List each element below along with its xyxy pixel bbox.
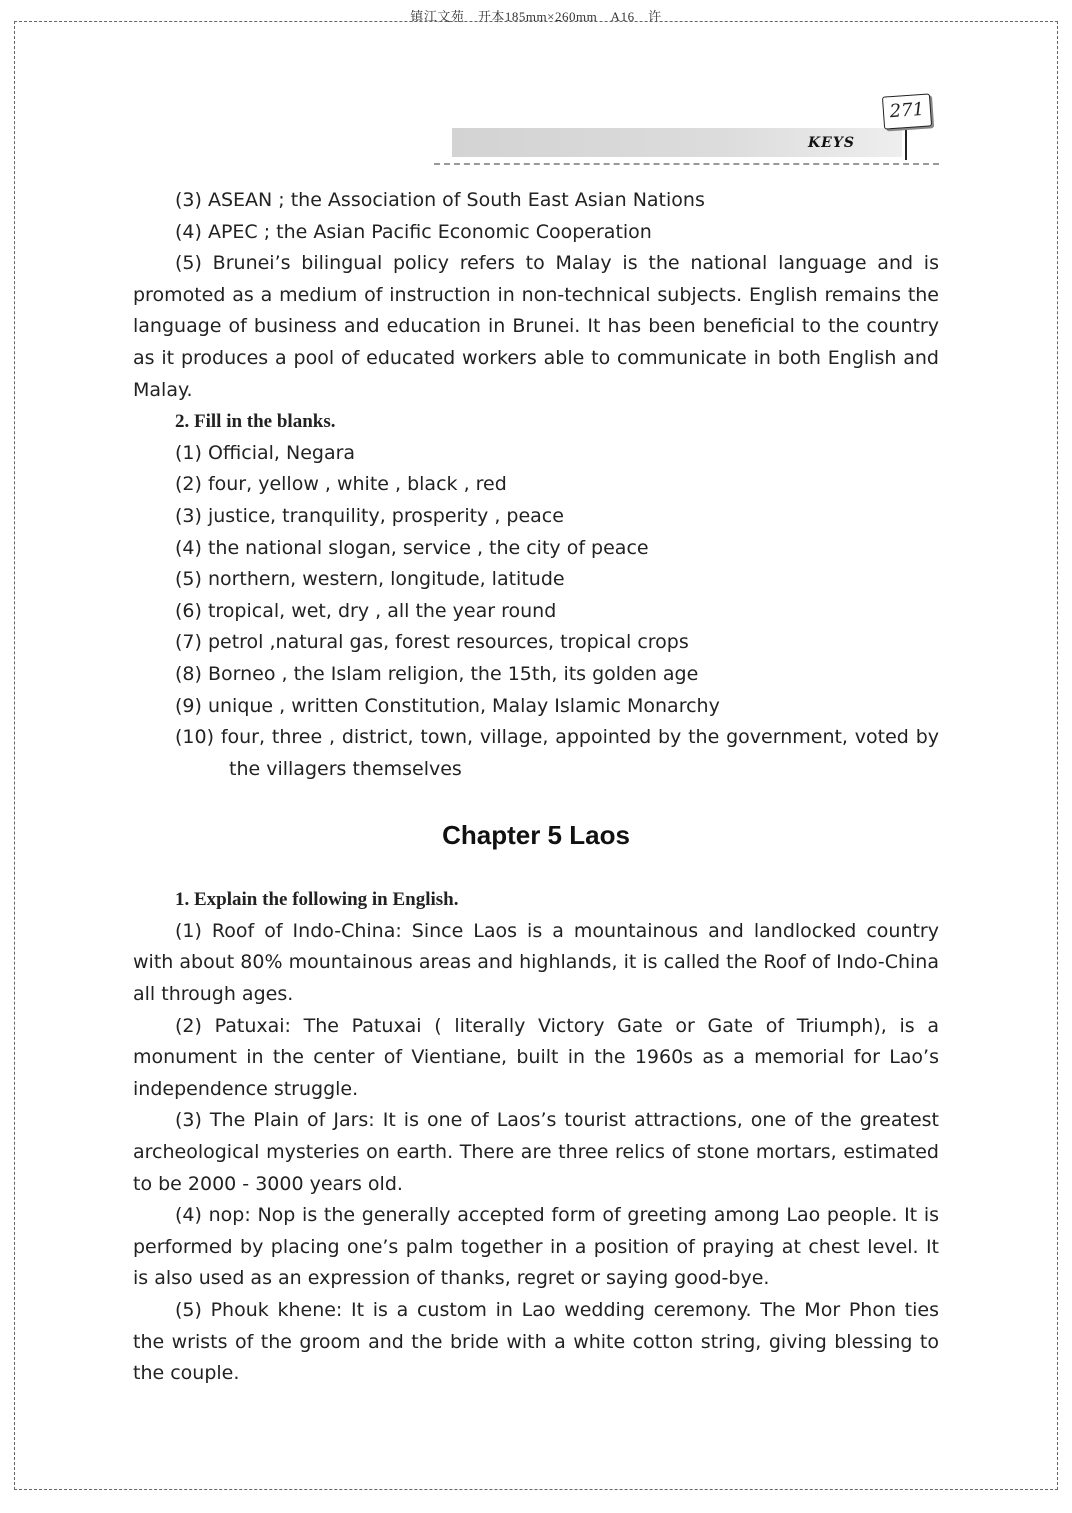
section-label: KEYS (808, 135, 855, 151)
page-content (133, 185, 939, 1390)
explain-answer: (5) Phouk khene: It is a custom in Lao wedding ceremony. The Mor Phon ties the wrists of the groom and the bride with a white cotton string, giving blessing to the couple. (133, 1299, 939, 1385)
blank-answer: (5) northern, western, longitude, latitude (175, 568, 565, 591)
page-number: 271 (882, 93, 932, 129)
chapter-title: Chapter 5 Laos (442, 820, 630, 851)
explain-answer: (2) Patuxai: The Patuxai ( literally Victory Gate or Gate of Triumph), is a monument in the center of Vientiane, built in the 1960s as a memorial for Lao’s independence struggle. (133, 1014, 939, 1100)
blank-answer: (4) the national slogan, service , the city of peace (175, 536, 649, 559)
explain-answer: (4) nop: Nop is the generally accepted form of greeting among Lao people. It is performed by placing one’s palm together in a position of praying at chest level. It is also used as an expression of thanks, regret or saying good-bye. (133, 1204, 939, 1290)
header-rule (434, 163, 939, 165)
blank-answer: (10) four, three , district, town, village, appointed by the government, voted by the villagers themselves (175, 726, 939, 780)
exercise-heading: 1. Explain the following in English. (175, 889, 459, 911)
blank-answer: (3) justice, tranquility, prosperity , peace (175, 504, 564, 527)
answer-item: (4) APEC ; the Asian Pacific Economic Cooperation (175, 220, 652, 243)
explain-answer: (3) The Plain of Jars: It is one of Laos’s tourist attractions, one of the greatest archeological mysteries on earth. There are three relics of stone mortars, estimated to be 2000 - 3000 years old. (133, 1109, 939, 1195)
blank-answer: (9) unique , written Constitution, Malay Islamic Monarchy (175, 694, 720, 717)
blank-answer: (8) Borneo , the Islam religion, the 15th, its golden age (175, 662, 699, 685)
print-spec-label: 镇江文苑 开本185mm×260mm A16 许 (410, 9, 662, 24)
answer-paragraph: (5) Brunei’s bilingual policy refers to Malay is the national language and is promoted as a medium of instruction in non-technical subjects. English remains the language of business and education in Brunei. It has been beneficial to the country as it produces a pool of educated workers able to communicate in both English and Malay. (133, 252, 939, 401)
blank-answer: (6) tropical, wet, dry , all the year round (175, 599, 557, 622)
blank-answer: (7) petrol ,natural gas, forest resources, tropical crops (175, 631, 689, 654)
answer-item: (3) ASEAN ; the Association of South East Asian Nations (175, 189, 705, 211)
blank-answer: (2) four, yellow , white , black , red (175, 473, 507, 496)
exercise-heading: 2. Fill in the blanks. (175, 411, 336, 433)
explain-answer: (1) Roof of Indo-China: Since Laos is a mountainous and landlocked country with about 80% mountainous areas and highlands, it is called the Roof of Indo-China all through ages. (133, 919, 939, 1006)
blank-answer: (1) Official, Negara (175, 441, 356, 464)
